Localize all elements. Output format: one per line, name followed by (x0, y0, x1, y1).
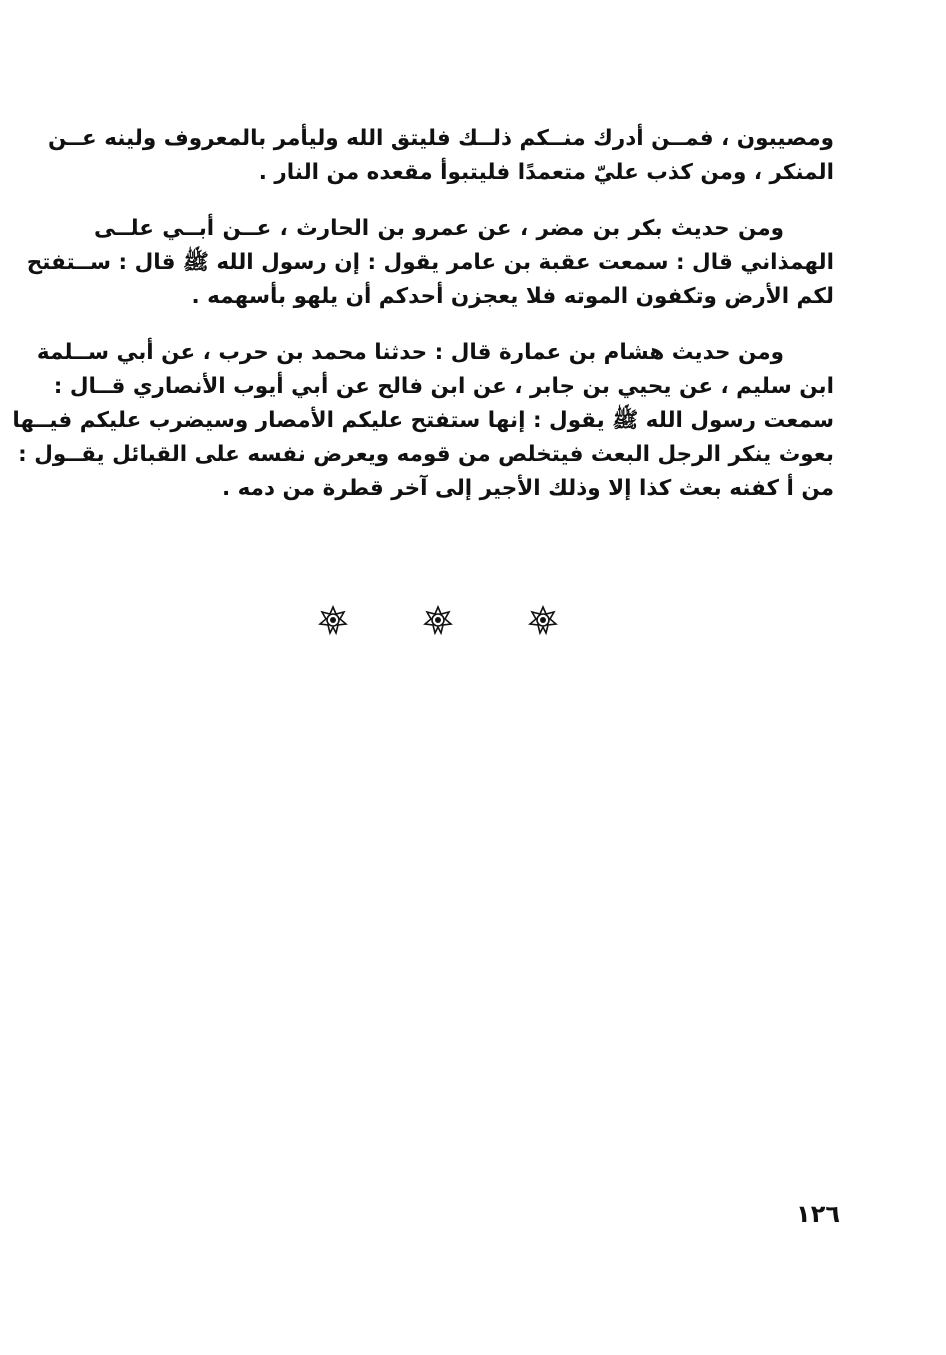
flower-ornament-icon (528, 605, 558, 635)
paragraph-3 (12, 336, 834, 506)
flower-ornament-icon (423, 605, 453, 635)
page-number: ١٢٦ (796, 1200, 840, 1228)
text-line: ومصيبون ، فمــن أدرك منــكم ذلــك فليتق الله وليأمر بالمعروف ولينه عــن (48, 126, 834, 151)
text-line: من أ كفنه بعث كذا إلا وذلك الأجير إلى آخر قطرة من دمه . (221, 476, 834, 501)
text-line: لكم الأرض وتكفون الموته فلا يعجزن أحدكم أن يلهو بأسهمه . (191, 284, 834, 309)
text-line: ومن حديث بكر بن مضر ، عن عمرو بن الحارث ، عــن أبــي علــى (94, 216, 784, 241)
text-line: ابن سليم ، عن يحيي بن جابر ، عن ابن فالح عن أبي أيوب الأنصاري قــال : (53, 374, 834, 399)
section-divider-ornaments (318, 600, 558, 640)
text-line: سمعت رسول الله ﷺ يقول : إنها ستفتح عليكم الأمصار وسيضرب عليكم فيــها (12, 408, 834, 433)
paragraph-2 (26, 212, 834, 314)
text-line: ومن حديث هشام بن عمارة قال : حدثنا محمد بن حرب ، عن أبي ســلمة (36, 340, 784, 365)
flower-ornament-icon (318, 605, 348, 635)
text-line: بعوث ينكر الرجل البعث فيتخلص من قومه ويعرض نفسه على القبائل يقــول : (18, 442, 834, 467)
page-body-text (12, 122, 834, 528)
paragraph-1 (48, 122, 834, 190)
text-line: الهمذاني قال : سمعت عقبة بن عامر يقول : إن رسول الله ﷺ قال : ســتفتح (26, 250, 834, 275)
text-line: المنكر ، ومن كذب عليّ متعمدًا فليتبوأ مقعده من النار . (258, 160, 834, 185)
